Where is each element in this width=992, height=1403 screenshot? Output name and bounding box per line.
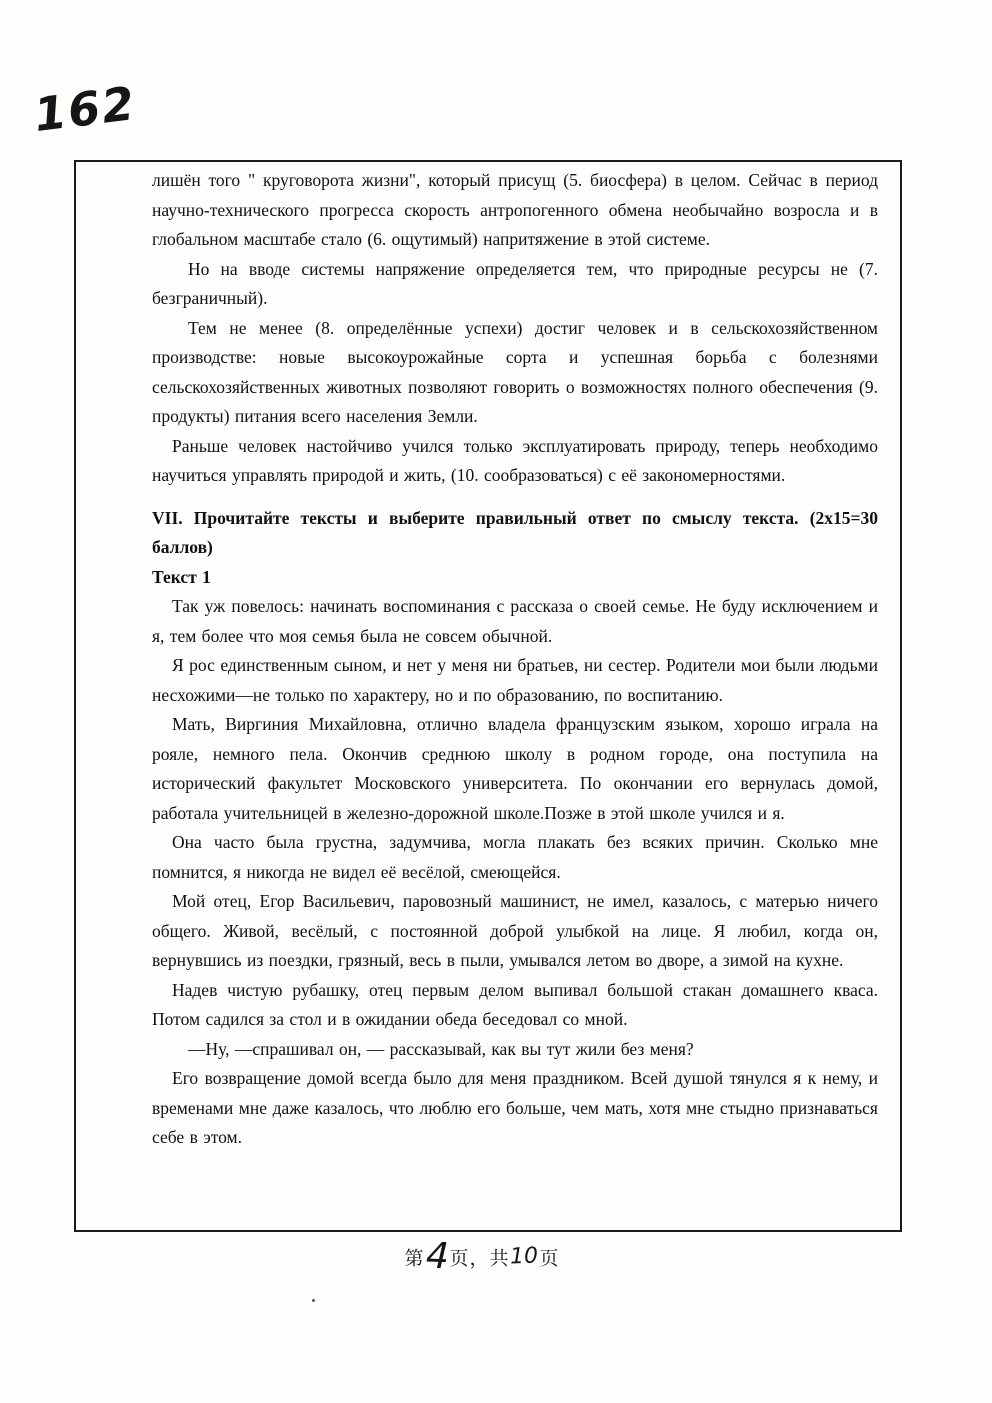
story-paragraph: Надев чистую рубашку, отец первым делом выпивал большой стакан домашнего кваса. Потом садился за стол и в ожидании обеда беседовал со мной.: [152, 979, 878, 1029]
page-footer: [0, 1235, 978, 1278]
story-paragraph: Я рос единственным сыном, и нет у меня ни братьев, ни сестер. Родители мои были людьми несхожими—не только по характеру, но и по образованию, по воспитанию.: [152, 655, 878, 705]
story-paragraph: Мой отец, Егор Васильевич, паровозный машинист, не имел, казалось, с матерью ничего общего. Живой, весёлый, с постоянной доброй улыбкой на лице. Я любил, когда он, вернувшись из поездки, грязный, весь в пыли, умывался летом во дворе, а зимой на кухне.: [152, 891, 878, 970]
section-7-header: VII. Прочитайте тексты и выберите правильный ответ по смыслу текста. (2x15=30 баллов): [152, 507, 878, 557]
scan-speck: [312, 1299, 315, 1302]
story-paragraph: Мать, Виргиния Михайловна, отлично владела французским языком, хорошо играла на рояле, немного пела. Окончив среднюю школу в родном городе, она поступила на исторический факультет Московского университета. По окончании его вернулась домой, работала учительницей в железно-дорожной школе.Позже в этой школе учился и я.: [152, 714, 878, 823]
footer-prefix-label: 第: [404, 1248, 425, 1270]
story-dialogue-paragraph: —Ну, —спрашивал он, — рассказывай, как вы тут жили без меня?: [188, 1038, 694, 1059]
cloze-paragraph: лишён того " круговорота жизни", который присущ (5. биосфера) в целом. Сейчас в период научно-технического прогресса скорость антропогенного обмена необычайно возросла и в глобальном масштабе стало (6. ощутимый) напритяжение в этой системе.: [152, 170, 878, 249]
handwritten-corner-number: 162: [31, 75, 139, 143]
handwritten-page-number: 4: [424, 1235, 450, 1278]
page-body-text: [152, 166, 878, 1153]
cloze-paragraph: Раньше человек настойчиво учился только эксплуатировать природу, теперь необходимо научиться управлять природой и жить, (10. сообразоваться) с её закономерностями.: [152, 435, 878, 485]
text-1-label: Текст 1: [152, 566, 211, 587]
cloze-paragraph: Тем не менее (8. определённые успехи) достиг человек и в сельскохозяйственном производстве: новые высокоурожайные сорта и успешная борьба с болезнями сельскохозяйственных животных позволяют говорить о возможностях полного обеспечения (9. продукты) питания всего населения Земли.: [152, 317, 878, 426]
story-paragraph: Она часто была грустна, задумчива, могла плакать без всяких причин. Сколько мне помнится, я никогда не видел её весёлой, смеющейся.: [152, 832, 878, 882]
cloze-paragraph: Но на вводе системы напряжение определяется тем, что природные ресурсы не (7. безграничный).: [152, 258, 878, 308]
story-paragraph: Его возвращение домой всегда было для меня праздником. Всей душой тянулся я к нему, и временами мне даже казалось, что люблю его больше, чем мать, хотя мне стыдно признаваться себе в этом.: [152, 1068, 878, 1147]
footer-middle-label: 页，共: [449, 1248, 510, 1270]
story-paragraph: Так уж повелось: начинать воспоминания с рассказа о своей семье. Не буду исключением и я, тем более что моя семья была не совсем обычной.: [152, 596, 878, 646]
handwritten-total-pages: 10: [510, 1243, 539, 1270]
footer-suffix-label: 页: [539, 1248, 560, 1270]
